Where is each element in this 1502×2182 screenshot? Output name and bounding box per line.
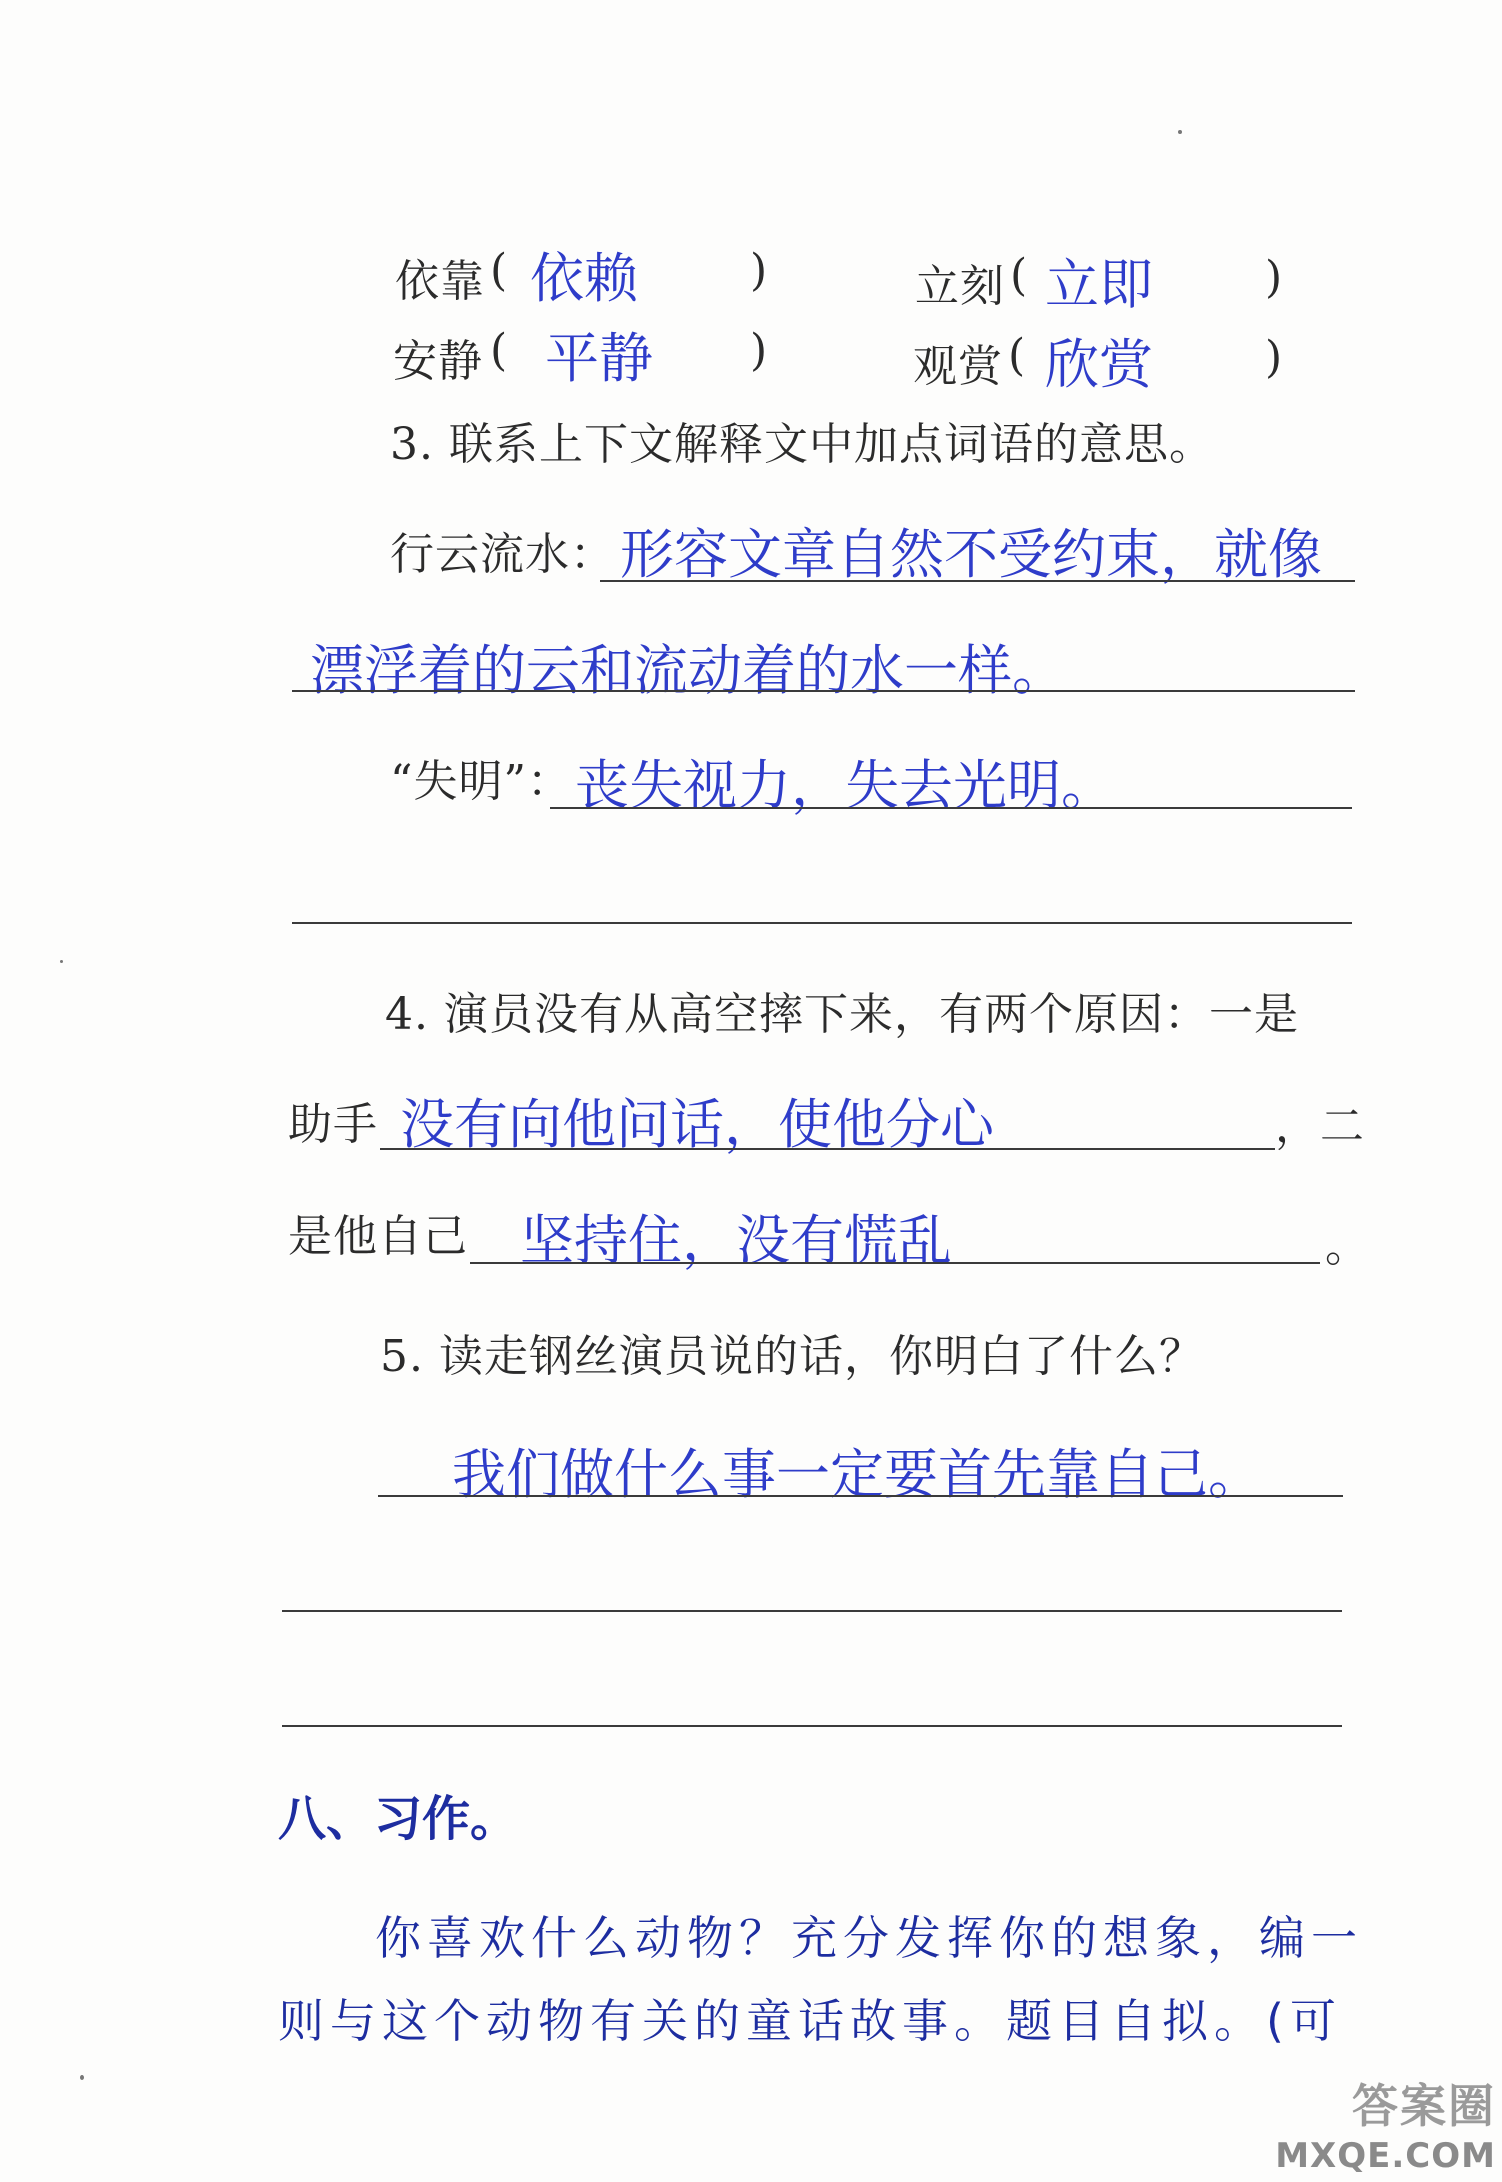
q4-suffix1: ，二 xyxy=(1275,1101,1365,1152)
q4-suffix2: 。 xyxy=(1325,1221,1370,1272)
synonym-word-1: 依靠 xyxy=(395,256,485,307)
q3-answer1-underline1 xyxy=(600,580,1355,582)
synonym-word-2: 立刻 xyxy=(915,261,1005,312)
q5-answer-underline xyxy=(378,1495,1343,1497)
section8-line1: 你喜欢什么动物？充分发挥你的想象，编一 xyxy=(375,1911,1363,1965)
synonym-answer-3: 平静 xyxy=(545,327,653,390)
q3-prompt: 3. 联系上下文解释文中加点词语的意思。 xyxy=(390,419,1214,470)
q4-prompt: 4. 演员没有从高空摔下来，有两个原因：一是 xyxy=(385,989,1299,1040)
synonym-close-4: ) xyxy=(1265,332,1284,383)
q4-answer1: 没有向他问话，使他分心 xyxy=(400,1093,994,1156)
q5-prompt: 5. 读走钢丝演员说的话，你明白了什么？ xyxy=(380,1331,1204,1382)
synonym-close-1: ) xyxy=(750,245,769,296)
synonym-open-2: ( xyxy=(1010,250,1029,301)
q3-answer2-underline xyxy=(550,807,1352,809)
q3-term2: “失明”： xyxy=(390,756,572,807)
synonym-answer-4: 欣赏 xyxy=(1045,333,1153,396)
q3-answer2: 丧失视力，失去光明。 xyxy=(575,754,1115,817)
watermark-line2: MXQE.COM xyxy=(1275,2136,1496,2176)
synonym-word-3: 安静 xyxy=(393,336,483,387)
q3-term1: 行云流水： xyxy=(390,529,615,580)
scan-speck xyxy=(1178,130,1182,134)
q5-blank-line-2 xyxy=(282,1725,1342,1727)
synonym-close-3: ) xyxy=(750,325,769,376)
q3-answer1-line2: 漂浮着的云和流动着的水一样。 xyxy=(310,639,1066,702)
q5-blank-line-1 xyxy=(282,1610,1342,1612)
section8-heading: 八、习作。 xyxy=(278,1791,519,1847)
q4-answer2-underline xyxy=(470,1262,1320,1264)
scan-speck xyxy=(80,2075,84,2080)
synonym-open-4: ( xyxy=(1008,330,1027,381)
q4-prefix2: 是他自己 xyxy=(288,1211,468,1262)
scan-speck xyxy=(60,960,63,963)
watermark-logo xyxy=(1275,2070,1496,2176)
q4-prefix1: 助手 xyxy=(288,1099,378,1150)
synonym-close-2: ) xyxy=(1265,252,1284,303)
synonym-answer-1: 依赖 xyxy=(530,247,638,310)
watermark-line1: 答案圈 xyxy=(1352,2079,1496,2133)
q3-answer1-underline2 xyxy=(292,690,1355,692)
q3-blank-line xyxy=(292,922,1352,924)
synonym-answer-2: 立即 xyxy=(1045,253,1153,316)
q4-answer1-underline xyxy=(380,1148,1275,1150)
q3-answer1-line1: 形容文章自然不受约束，就像 xyxy=(620,523,1322,586)
section8-line2: 则与这个动物有关的童话故事。题目自拟。(可 xyxy=(278,1994,1342,2048)
synonym-open-3: ( xyxy=(490,325,509,376)
synonym-word-4: 观赏 xyxy=(913,341,1003,392)
q4-answer2: 坚持住，没有慌乱 xyxy=(520,1209,952,1272)
synonym-open-1: ( xyxy=(490,245,509,296)
q5-answer: 我们做什么事一定要首先靠自己。 xyxy=(452,1443,1262,1506)
